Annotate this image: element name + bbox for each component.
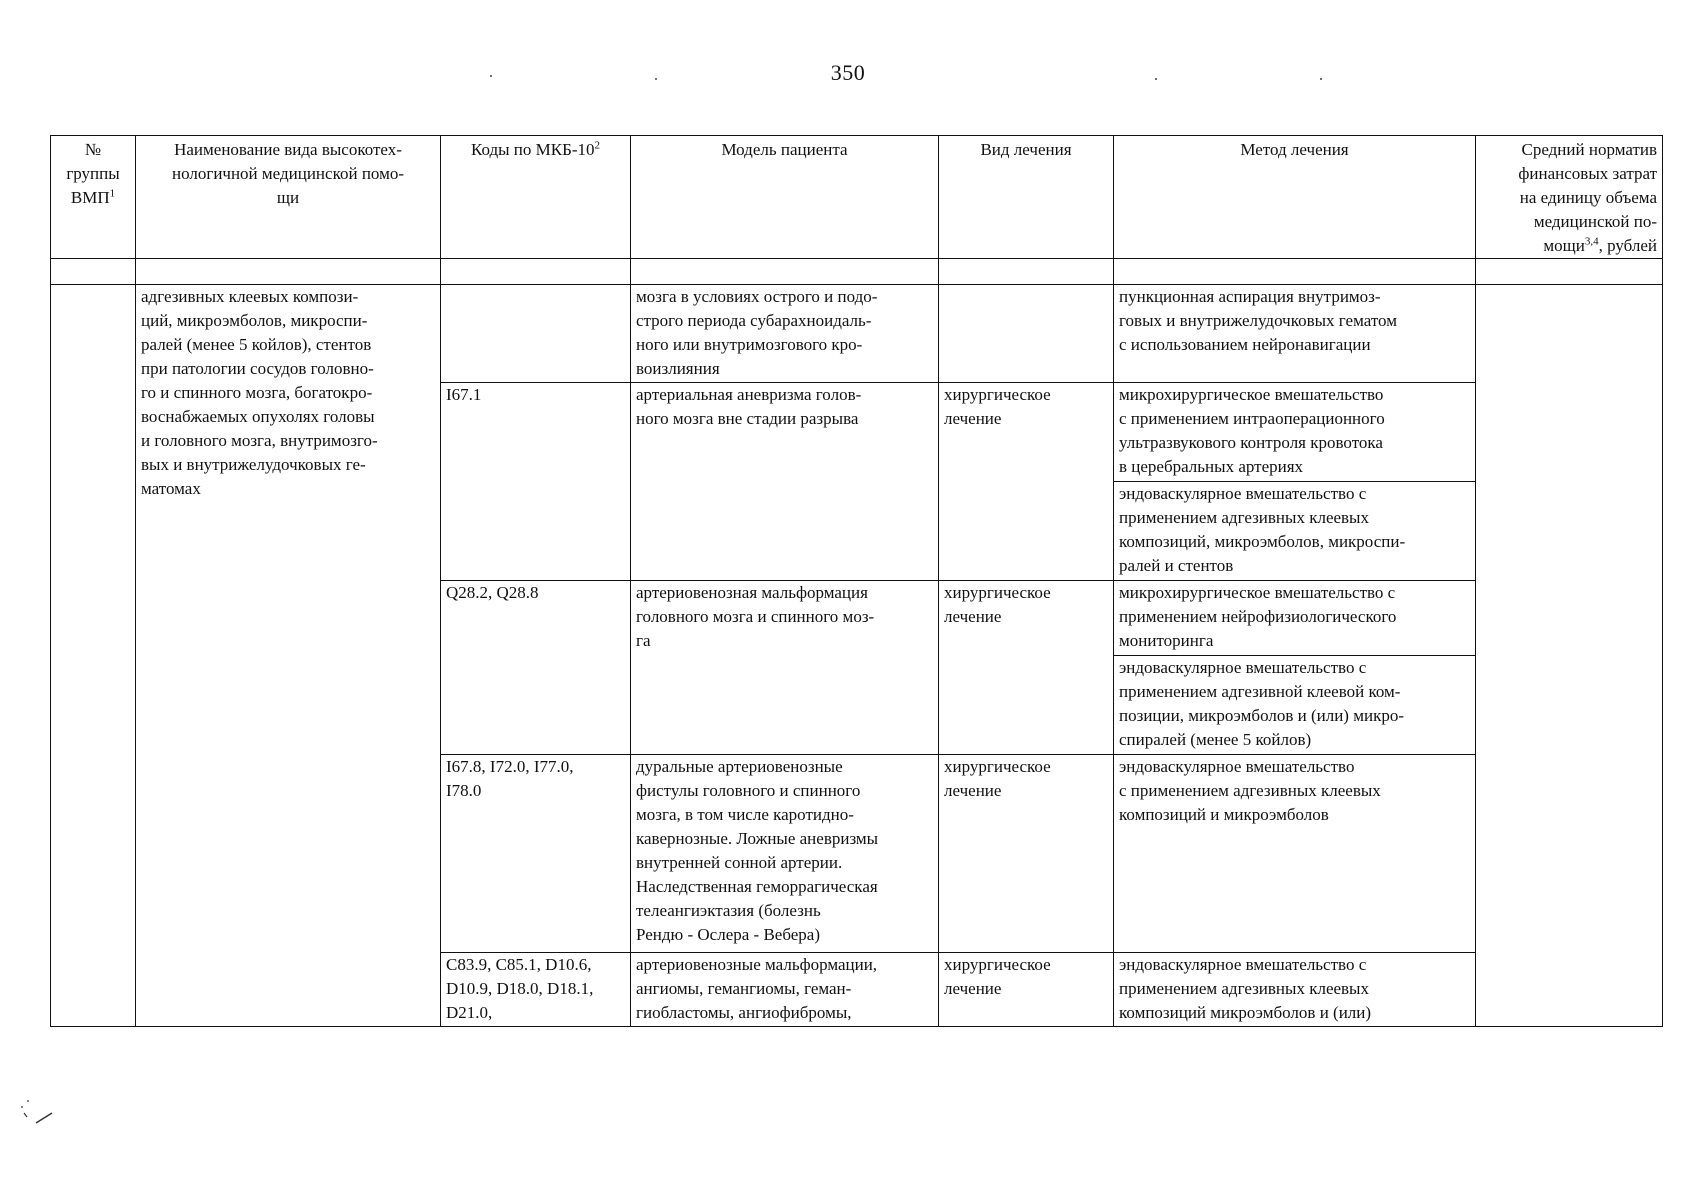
header-treatment-method: Метод лечения [1114, 136, 1476, 259]
header-row [51, 136, 1663, 259]
header-care-name: Наименование вида высокотех- нологичной медицинской помо- щи [136, 136, 441, 259]
header-patient-model: Модель пациента [631, 136, 939, 259]
method-cell: пункционная аспирация внутримоз- говых и внутрижелудочковых гематом с использованием нейронавигации [1114, 285, 1476, 383]
method-cell: микрохирургическое вмешательство с применением интраоперационного ультразвукового контроля кровотока в церебральных артериях [1114, 383, 1476, 482]
patient-model-cell: дуральные артериовенозные фистулы головного и спинного мозга, в том числе каротидно- кавернозные. Ложные аневризмы внутренней сонной артерии. Наследственная геморрагическая телеангиэктазия (болезнь Рендю - Ослера - Вебера) [631, 755, 939, 953]
icd-cell: I67.1 [441, 383, 631, 581]
patient-model-cell: артериовенозная мальформация головного мозга и спинного моз- га [631, 581, 939, 755]
header-group-number: № группы ВМП$^1$ [51, 136, 136, 259]
icd-cell: Q28.2, Q28.8 [441, 581, 631, 755]
header-treatment-type: Вид лечения [939, 136, 1114, 259]
method-cell: эндоваскулярное вмешательство с применением адгезивных клеевых композиций микроэмболов и (или) [1114, 953, 1476, 1027]
treatment-type-cell: хирургическое лечение [939, 953, 1114, 1027]
table-row [51, 285, 1663, 383]
patient-model-cell: артериовенозные мальформации, ангиомы, гемангиомы, геман- гиобластомы, ангиофибромы, [631, 953, 939, 1027]
patient-model-cell: мозга в условиях острого и подо- строго периода субарахноидаль- ного или внутримозгового кро- воизлияния [631, 285, 939, 383]
scan-artifact-dot [655, 78, 657, 80]
scan-artifact-dot [1155, 78, 1157, 80]
scan-margin-mark [18, 1095, 58, 1125]
treatment-type-cell: хирургическое лечение [939, 581, 1114, 755]
treatment-type-cell: хирургическое лечение [939, 755, 1114, 953]
spacer-row [51, 259, 1663, 285]
icd-cell: I67.8, I72.0, I77.0, I78.0 [441, 755, 631, 953]
treatment-type-cell [939, 285, 1114, 383]
method-cell: эндоваскулярное вмешательство с применением адгезивных клеевых композиций, микроэмболов, микроспи- ралей и стентов [1114, 482, 1476, 581]
care-name-cell: адгезивных клеевых компози- ций, микроэмболов, микроспи- ралей (менее 5 койлов), стентов при патологии сосудов головно- го и спинного мозга, богатокро- воснабжаемых опухолях головы и головного мозга, внутримозго- вых и внутрижелудочковых ге- матомах [136, 285, 441, 1027]
treatment-type-cell: хирургическое лечение [939, 383, 1114, 581]
method-cell: эндоваскулярное вмешательство с применением адгезивной клеевой ком- позиции, микроэмболов и (или) микро- спиралей (менее 5 койлов) [1114, 656, 1476, 755]
scan-artifact-dot [490, 75, 492, 77]
vmp-table [50, 135, 1663, 1027]
icd-cell [441, 285, 631, 383]
scan-artifact-dot [1320, 78, 1322, 80]
patient-model-cell: артериальная аневризма голов- ного мозга вне стадии разрыва [631, 383, 939, 581]
page-number: 350 [830, 60, 866, 85]
method-cell: микрохирургическое вмешательство с применением нейрофизиологического мониторинга [1114, 581, 1476, 656]
icd-cell: C83.9, C85.1, D10.6, D10.9, D18.0, D18.1, D21.0, [441, 953, 631, 1027]
header-average-cost: Средний норматив финансовых затрат на единицу объема медицинской по- мощи$^{3,4}$, рублей [1476, 136, 1663, 259]
group-number-cell [51, 285, 136, 1027]
header-icd-codes: Коды по МКБ-$10^2$ [441, 136, 631, 259]
cost-cell [1476, 285, 1663, 1027]
method-cell: эндоваскулярное вмешательство с применением адгезивных клеевых композиций и микроэмболов [1114, 755, 1476, 953]
